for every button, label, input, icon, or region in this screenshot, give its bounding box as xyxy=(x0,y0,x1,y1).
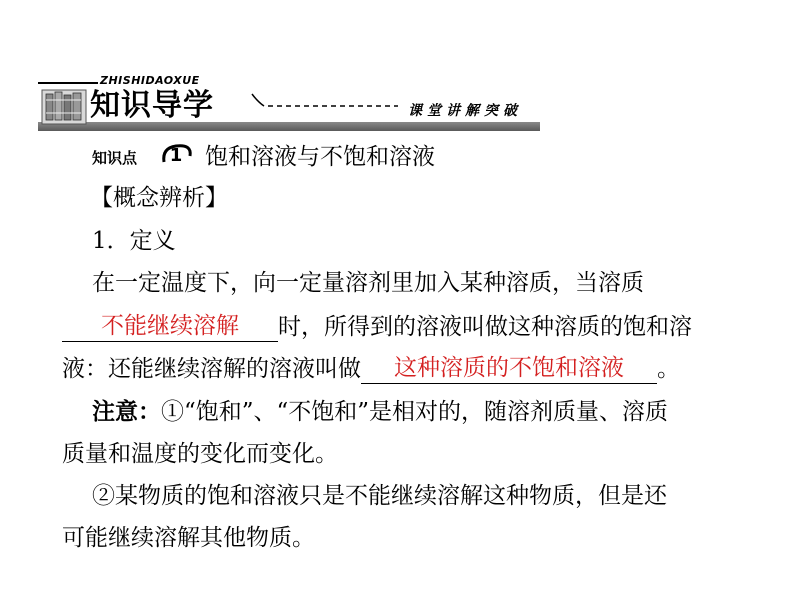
answer-blank-2 xyxy=(361,355,657,384)
note-label: 注意： xyxy=(92,398,161,425)
answer-2: 这种溶质的不饱和溶液 xyxy=(394,355,624,381)
books-icon xyxy=(40,86,88,126)
knowledge-point-number: 1 xyxy=(169,145,183,166)
note-2-line-1: ②某物质的饱和溶液只是不能继续溶解这种物质，但是还 xyxy=(92,483,667,509)
definition-line-3-text: 液：还能继续溶解的溶液叫做 xyxy=(62,356,361,382)
knowledge-point-number-badge xyxy=(160,142,196,168)
page-title: 知识导学 xyxy=(90,88,214,123)
definition-line-2-text: 时，所得到的溶液叫做这种溶质的饱和溶 xyxy=(278,314,692,340)
definition-line-3 xyxy=(62,354,680,384)
definition-line-1: 在一定温度下，向一定量溶剂里加入某种溶质，当溶质 xyxy=(92,270,644,296)
answer-1: 不能继续溶解 xyxy=(101,313,239,339)
note-1-line-2: 质量和温度的变化而变化。 xyxy=(62,441,338,467)
dashed-arrow-decoration xyxy=(250,92,400,112)
definition-heading: 1．定义 xyxy=(92,228,176,254)
header-top-line xyxy=(38,82,98,84)
knowledge-point-title: 饱和溶液与不饱和溶液 xyxy=(205,144,435,170)
answer-blank-1 xyxy=(62,313,278,342)
note-1-line-1 xyxy=(92,397,668,427)
section-heading: 【概念辨析】 xyxy=(90,185,228,211)
header-subtitle: 课堂讲解突破 xyxy=(408,103,522,119)
note-1-text: ①“饱和”、“不饱和”是相对的，随溶剂质量、溶质 xyxy=(161,399,669,425)
note-2-line-2: 可能继续溶解其他物质。 xyxy=(62,525,315,551)
knowledge-point-label: 知识点 xyxy=(92,149,138,167)
definition-line-2 xyxy=(62,312,692,342)
definition-line-3-end: 。 xyxy=(657,356,680,382)
header-pinyin: ZHISHIDAOXUE xyxy=(100,74,200,87)
